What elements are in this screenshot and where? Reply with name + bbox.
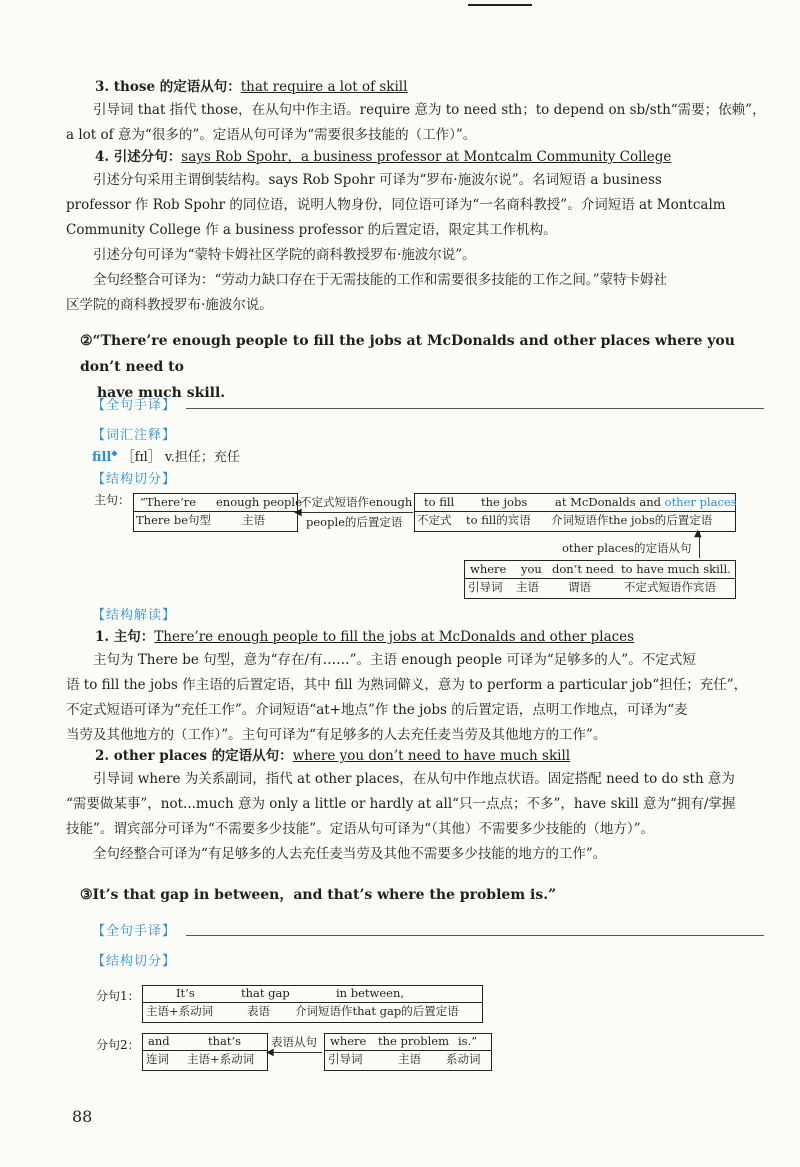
- diagram-text: at McDonalds and: [555, 495, 665, 509]
- vocab-word: fill: [92, 450, 112, 465]
- diagram-cell: 谓语: [568, 580, 591, 594]
- text-line: 不定式短语可译为“充任工作”。介词短语“at+地点”作 the jobs 的后置定语，点明工作地点，可译为“麦: [66, 702, 688, 718]
- arrow-left-icon: ◀: [266, 1047, 274, 1058]
- diagram-arrow: [300, 512, 413, 513]
- text-line: 引述分句采用主谓倒装结构。says Rob Spohr 可译为“罗布·施波尔说”。名词短语 a business: [93, 172, 662, 188]
- diagram-cell: don’t need: [552, 562, 615, 576]
- analysis-heading-main: [95, 626, 634, 648]
- paragraph-full-translate-2: [66, 293, 766, 318]
- text-line: 主句为 There be 句型，意为“存在/有……”。主语 enough people 可译为“足够多的人”。不定式短: [93, 652, 696, 668]
- analysis-heading-quote: [95, 146, 671, 168]
- diagram-cell: and: [148, 1034, 170, 1048]
- diagram-cell: 介词短语作the jobs的后置定语: [551, 513, 713, 527]
- paragraph-full-translate: [66, 268, 766, 293]
- star-icon: ◆: [111, 448, 118, 458]
- diagram-cell: 引导词: [468, 580, 503, 594]
- text-line: Community College 作 a business professor 的后置定语，限定其工作机构。: [66, 222, 557, 238]
- tag-structure-3: 【 结构切分 】: [92, 950, 176, 969]
- diagram-cell: people的后置定语: [306, 515, 403, 529]
- text-line: a lot of 意为“很多的”。定语从句可译为“需要很多技能的（工作）”。: [66, 127, 477, 143]
- heading-text: where you don’t need to have much skill: [292, 748, 571, 764]
- text-line: “需要做某事”，not...much 意为 only a little or hardly at all“只一点点；不多”，have skill 意为“拥有/掌握: [66, 796, 736, 812]
- paragraph-main: [66, 648, 766, 673]
- paragraph-main-2: [66, 673, 766, 748]
- text-line: 全句经整合可译为“有足够多的人去充任麦当劳及其他不需要多少技能的地方的工作”。: [93, 846, 607, 862]
- text-line: 引导词 that 指代 those，在从句中作主语。require 意为 to need sth；to depend on sb/sth“需要；依赖”，: [93, 102, 766, 118]
- diagram-cell-places: [555, 494, 737, 511]
- analysis-heading-places: [95, 745, 570, 767]
- arrow-up-icon: ▲: [694, 528, 702, 539]
- heading-text: says Rob Spohr，a business professor at Montcalm Community College: [181, 149, 672, 165]
- diagram-cell: 不定式: [417, 513, 452, 527]
- heading-label: 4. 引述分句：: [95, 149, 182, 165]
- diagram-cell: 引导词: [328, 1052, 363, 1066]
- sentence-line: ②“There’re enough people to fill the jobs at McDonalds and other places where you don’t need to: [80, 333, 735, 375]
- diagram-cell: “There’re: [140, 495, 197, 509]
- translate-blank-line[interactable]: [186, 408, 764, 409]
- diagram-cell: to fill: [424, 495, 455, 509]
- diagram-cell: enough people: [216, 495, 302, 509]
- text-line: 技能”。谓宾部分可译为“不需要多少技能”。定语从句可译为“（其他）不需要多少技能的（地方）”。: [66, 821, 655, 837]
- diagram-label: 分句2：: [96, 1038, 140, 1052]
- diagram-cell: that gap: [241, 986, 290, 1000]
- paragraph-those-cont: [66, 123, 766, 148]
- text-line: 区学院的商科教授罗布·施波尔说。: [66, 297, 273, 313]
- diagram-arrow: [272, 1052, 322, 1053]
- diagram-cell: It’s: [176, 986, 195, 1000]
- text-line: 语 to fill the jobs 作主语的后置定语，其中 fill 为熟词僻义，意为 to perform a particular job“担任；充任”，: [66, 677, 748, 693]
- diagram-cell: to fill的宾语: [466, 513, 531, 527]
- diagram-cell: you: [521, 562, 542, 576]
- tag-translate-3: 【 全句手译 】: [92, 920, 176, 939]
- diagram-cell: 主语: [516, 580, 539, 594]
- diagram-cell: the problem: [378, 1034, 450, 1048]
- diagram-cell: where: [470, 562, 507, 576]
- diagram-cell: 主语: [242, 513, 265, 527]
- diagram-cell: 连词: [146, 1052, 169, 1066]
- text-line: 引述分句可译为“蒙特卡姆社区学院的商科教授罗布·施波尔说”。: [93, 247, 476, 263]
- diagram-cell: the jobs: [481, 495, 528, 509]
- vocab-entry: [92, 446, 240, 465]
- heading-text: that require a lot of skill: [240, 79, 408, 95]
- heading-text: There’re enough people to fill the jobs at McDonalds and other places: [154, 629, 635, 645]
- header-rule: [468, 4, 532, 6]
- diagram-cell: in between,: [336, 986, 405, 1000]
- heading-label: 3. those 的定语从句：: [95, 79, 241, 95]
- paragraph-quote-2: [66, 193, 766, 243]
- heading-label: 2. other places 的定语从句：: [95, 748, 293, 764]
- tag-vocab: 【 词汇注释 】: [92, 424, 176, 443]
- text-line: 当劳及其他地方的（工作）”。主句可译为“有足够多的人去充任麦当劳及其他地方的工作”。: [66, 727, 607, 743]
- arrow-left-icon: ◀: [294, 507, 302, 518]
- diagram-cell: 表语: [247, 1004, 270, 1018]
- paragraph-places: [66, 767, 766, 792]
- diagram-cell: is.”: [458, 1034, 478, 1048]
- diagram-cell: There be句型: [136, 513, 212, 527]
- diagram-cell: 主语+系动词: [146, 1004, 214, 1018]
- page-number: 88: [72, 1107, 93, 1126]
- analysis-heading-those: [95, 76, 407, 98]
- diagram-cell: 表语从句: [271, 1035, 317, 1049]
- paragraph-those: [66, 98, 766, 123]
- diagram-cell: 介词短语作that gap的后置定语: [295, 1004, 459, 1018]
- diagram-cell: that’s: [208, 1034, 242, 1048]
- diagram-cell: 主语: [398, 1052, 421, 1066]
- diagram-cell: to have much skill.: [621, 562, 731, 576]
- sentence-line: ③It’s that gap in between，and that’s where the problem is.”: [80, 887, 557, 903]
- text-line: 引导词 where 为关系副词，指代 at other places，在从句中作地点状语。固定搭配 need to do sth 意为: [93, 771, 735, 787]
- diagram-text-highlight: other places: [664, 495, 737, 509]
- tag-structure: 【 结构切分 】: [92, 468, 176, 487]
- diagram-cell: other places的定语从句: [562, 541, 692, 555]
- diagram-cell: 不定式短语作宾语: [624, 580, 716, 594]
- paragraph-quote: [66, 168, 766, 193]
- vocab-definition: ［fɪl］ v.担任；充任: [121, 450, 240, 465]
- sentence-3: [80, 882, 770, 908]
- tag-analysis: 【 结构解读 】: [92, 604, 176, 623]
- tag-translate: 【 全句手译 】: [92, 394, 176, 413]
- diagram-label: 主句：: [94, 493, 131, 507]
- paragraph-places-2: [66, 792, 766, 842]
- sentence-2: [80, 328, 770, 406]
- text-line: professor 作 Rob Spohr 的同位语，说明人物身份，同位语可译为“一名商科教授”。介词短语 at Montcalm: [66, 197, 726, 213]
- diagram-cell: 不定式短语作enough: [300, 495, 413, 509]
- translate-blank-line-3[interactable]: [186, 935, 764, 936]
- sentence-line: have much skill.: [97, 385, 226, 401]
- diagram-label: 分句1：: [96, 989, 140, 1003]
- paragraph-full-2: [66, 842, 766, 867]
- diagram-cell: where: [330, 1034, 367, 1048]
- text-line: 全句经整合可译为：“劳动力缺口存在于无需技能的工作和需要很多技能的工作之间。”蒙特卡姆社: [93, 272, 668, 288]
- diagram-cell: 主语+系动词: [187, 1052, 255, 1066]
- paragraph-quote-translate: [66, 243, 766, 268]
- heading-label: 1. 主句：: [95, 629, 155, 645]
- diagram-cell: 系动词: [446, 1052, 481, 1066]
